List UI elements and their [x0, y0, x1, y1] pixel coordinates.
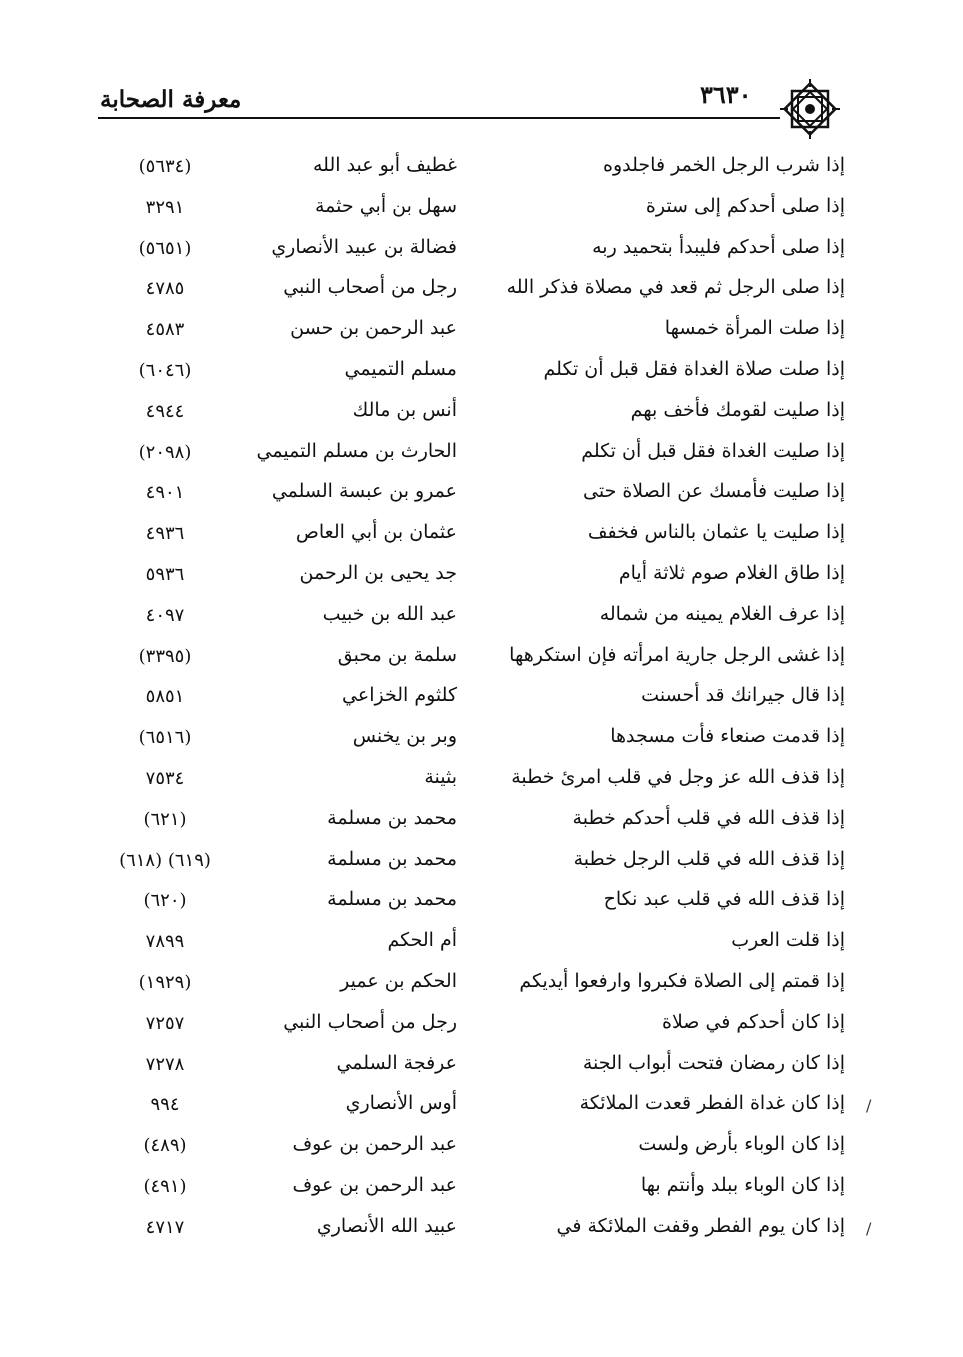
hadith-text: إذا صلى أحدكم فليبدأ بتحميد ربه — [592, 235, 845, 258]
index-row — [0, 519, 963, 560]
hadith-text: إذا صلى الرجل ثم قعد في مصلاة فذكر الله — [506, 276, 845, 299]
hadith-text: إذا كان أحدكم في صلاة — [662, 1010, 845, 1033]
hadith-number: ٤٩٤٤ — [145, 400, 185, 422]
narrator-name: محمد بن مسلمة — [327, 806, 457, 829]
hadith-text: إذا صليت لقومك فأخف بهم — [630, 398, 845, 421]
narrator-name: عثمان بن أبي العاص — [295, 521, 457, 544]
narrator-name: عبد الله بن خبيب — [322, 602, 457, 625]
index-row — [0, 1009, 963, 1050]
index-row — [0, 397, 963, 438]
narrator-name: عمرو بن عبسة السلمي — [271, 480, 457, 503]
index-row — [0, 1131, 963, 1172]
index-row — [0, 356, 963, 397]
hadith-text: إذا قلت العرب — [731, 929, 845, 952]
hadith-number: (٦٢٠) — [143, 890, 187, 912]
index-row — [0, 846, 963, 887]
page-number: ٣٦٣٠ — [700, 80, 752, 109]
hadith-number: ٧٨٩٩ — [145, 931, 185, 953]
hadith-number: ٩٩٤ — [150, 1094, 180, 1116]
running-title: معرفة الصحابة — [100, 86, 242, 113]
narrator-name: أنس بن مالك — [352, 398, 457, 421]
hadith-text: إذا كان غداة الفطر قعدت الملائكة — [579, 1092, 845, 1115]
index-row — [0, 315, 963, 356]
narrator-name: عبد الرحمن بن عوف — [292, 1133, 457, 1156]
narrator-name: عرفجة السلمي — [336, 1051, 457, 1074]
hadith-number: (٦٢١) — [143, 808, 187, 830]
narrator-name: غطيف أبو عبد الله — [312, 154, 457, 176]
narrator-name: فضالة بن عبيد الأنصاري — [271, 235, 457, 258]
hadith-text: إذا كان رمضان فتحت أبواب الجنة — [582, 1051, 845, 1074]
narrator-name: جد يحيى بن الرحمن — [299, 561, 457, 584]
hadith-text: إذا صليت فأمسك عن الصلاة حتى — [583, 480, 845, 503]
hadith-number: (١٩٢٩) — [138, 971, 192, 993]
narrator-name: الحكم بن عمير — [340, 969, 457, 992]
hadith-number: ٤٥٨٣ — [145, 319, 185, 341]
index-row — [0, 193, 963, 234]
hadith-number: ٥٩٣٦ — [145, 563, 185, 585]
hadith-number: (٣٣٩٥) — [138, 645, 192, 667]
index-row — [0, 886, 963, 927]
hadith-number: (٤٩١) — [143, 1175, 187, 1197]
hadith-number: ٤٩٠١ — [145, 482, 185, 504]
index-row — [0, 438, 963, 479]
narrator-name: عبد الرحمن بن حسن — [290, 317, 457, 340]
narrator-name: محمد بن مسلمة — [327, 888, 457, 911]
narrator-name: عبيد الله الأنصاري — [316, 1214, 457, 1237]
hadith-number: (٥٦٥١) — [138, 237, 192, 259]
index-row — [0, 968, 963, 1009]
hadith-text: إذا قال جيرانك قد أحسنت — [641, 684, 845, 707]
hadith-number: (٥٦٣٤) — [138, 156, 192, 177]
hadith-number: (٦٥١٦) — [138, 727, 192, 749]
hadith-number: (٢٠٩٨) — [138, 441, 192, 463]
hadith-number: ٧٢٥٧ — [145, 1012, 185, 1034]
narrator-name: كلثوم الخزاعي — [342, 684, 457, 707]
narrator-name: رجل من أصحاب النبي — [283, 276, 457, 299]
index-rows — [0, 152, 963, 1254]
hadith-number: (٦١٨) (٦١٩) — [119, 849, 211, 871]
index-row — [0, 1172, 963, 1213]
index-row — [0, 274, 963, 315]
hadith-number: ٤٠٩٧ — [145, 604, 185, 626]
index-row — [0, 1050, 963, 1091]
narrator-name: أم الحكم — [387, 929, 457, 952]
margin-mark: / — [866, 1096, 872, 1116]
hadith-number: ٣٢٩١ — [145, 196, 185, 218]
hadith-text: إذا كان الوباء ببلد وأنتم بها — [640, 1173, 845, 1196]
narrator-name: محمد بن مسلمة — [327, 847, 457, 870]
hadith-text: إذا صليت الغداة فقل قبل أن تكلم — [581, 439, 845, 462]
header-rule — [98, 117, 780, 119]
index-row — [0, 642, 963, 683]
margin-mark: / — [866, 1218, 872, 1238]
narrator-name: سلمة بن محبق — [337, 643, 457, 666]
index-row — [0, 682, 963, 723]
hadith-text: إذا عرف الغلام يمينه من شماله — [599, 602, 845, 625]
narrator-name: الحارث بن مسلم التميمي — [256, 439, 457, 462]
index-row — [0, 1090, 963, 1131]
index-row — [0, 723, 963, 764]
hadith-text: إذا صليت يا عثمان بالناس فخفف — [587, 521, 845, 544]
hadith-text: إذا طاق الغلام صوم ثلاثة أيام — [618, 561, 845, 584]
index-row — [0, 152, 963, 193]
hadith-number: ٤٩٣٦ — [145, 523, 185, 545]
index-row — [0, 1213, 963, 1254]
narrator-name: وبر بن يخنس — [352, 725, 457, 748]
hadith-text: إذا قذف الله في قلب عبد نكاح — [603, 888, 845, 911]
narrator-name: رجل من أصحاب النبي — [283, 1010, 457, 1033]
hadith-text: إذا قذف الله في قلب أحدكم خطبة — [572, 806, 845, 829]
octagram-ornament-icon — [778, 77, 842, 141]
narrator-name: بثينة — [424, 765, 457, 788]
hadith-text: إذا كان الوباء بأرض ولست — [638, 1133, 845, 1156]
narrator-name: عبد الرحمن بن عوف — [292, 1173, 457, 1196]
narrator-name: سهل بن أبي حثمة — [315, 194, 457, 217]
hadith-text: إذا صلت المرأة خمسها — [664, 317, 845, 340]
hadith-number: (٤٨٩) — [143, 1135, 187, 1157]
hadith-text: إذا قذف الله عز وجل في قلب امرئ خطبة — [511, 765, 845, 788]
hadith-text: إذا قمتم إلى الصلاة فكبروا وارفعوا أيديكم — [519, 969, 845, 992]
narrator-name: مسلم التميمي — [344, 357, 457, 380]
index-row — [0, 601, 963, 642]
hadith-text: إذا قذف الله في قلب الرجل خطبة — [573, 847, 845, 870]
index-row — [0, 805, 963, 846]
hadith-number: ٥٨٥١ — [145, 686, 185, 708]
narrator-name: أوس الأنصاري — [345, 1092, 457, 1115]
hadith-number: ٧٢٧٨ — [145, 1053, 185, 1075]
hadith-text: إذا صلت صلاة الغداة فقل قبل أن تكلم — [543, 357, 845, 380]
hadith-number: ٧٥٣٤ — [145, 767, 185, 789]
hadith-number: ٤٧٨٥ — [145, 278, 185, 300]
hadith-text: إذا قدمت صنعاء فأت مسجدها — [610, 725, 845, 748]
hadith-number: (٦٠٤٦) — [138, 359, 192, 381]
hadith-text: إذا كان يوم الفطر وقفت الملائكة في — [556, 1214, 845, 1237]
index-row — [0, 560, 963, 601]
hadith-text: إذا صلى أحدكم إلى سترة — [645, 194, 845, 217]
index-row — [0, 234, 963, 275]
index-row — [0, 927, 963, 968]
hadith-text: إذا شرب الرجل الخمر فاجلدوه — [603, 154, 845, 176]
hadith-number: ٤٧١٧ — [145, 1216, 185, 1238]
index-row — [0, 478, 963, 519]
hadith-text: إذا غشى الرجل جارية امرأته فإن استكرهها — [509, 643, 845, 666]
index-row — [0, 764, 963, 805]
